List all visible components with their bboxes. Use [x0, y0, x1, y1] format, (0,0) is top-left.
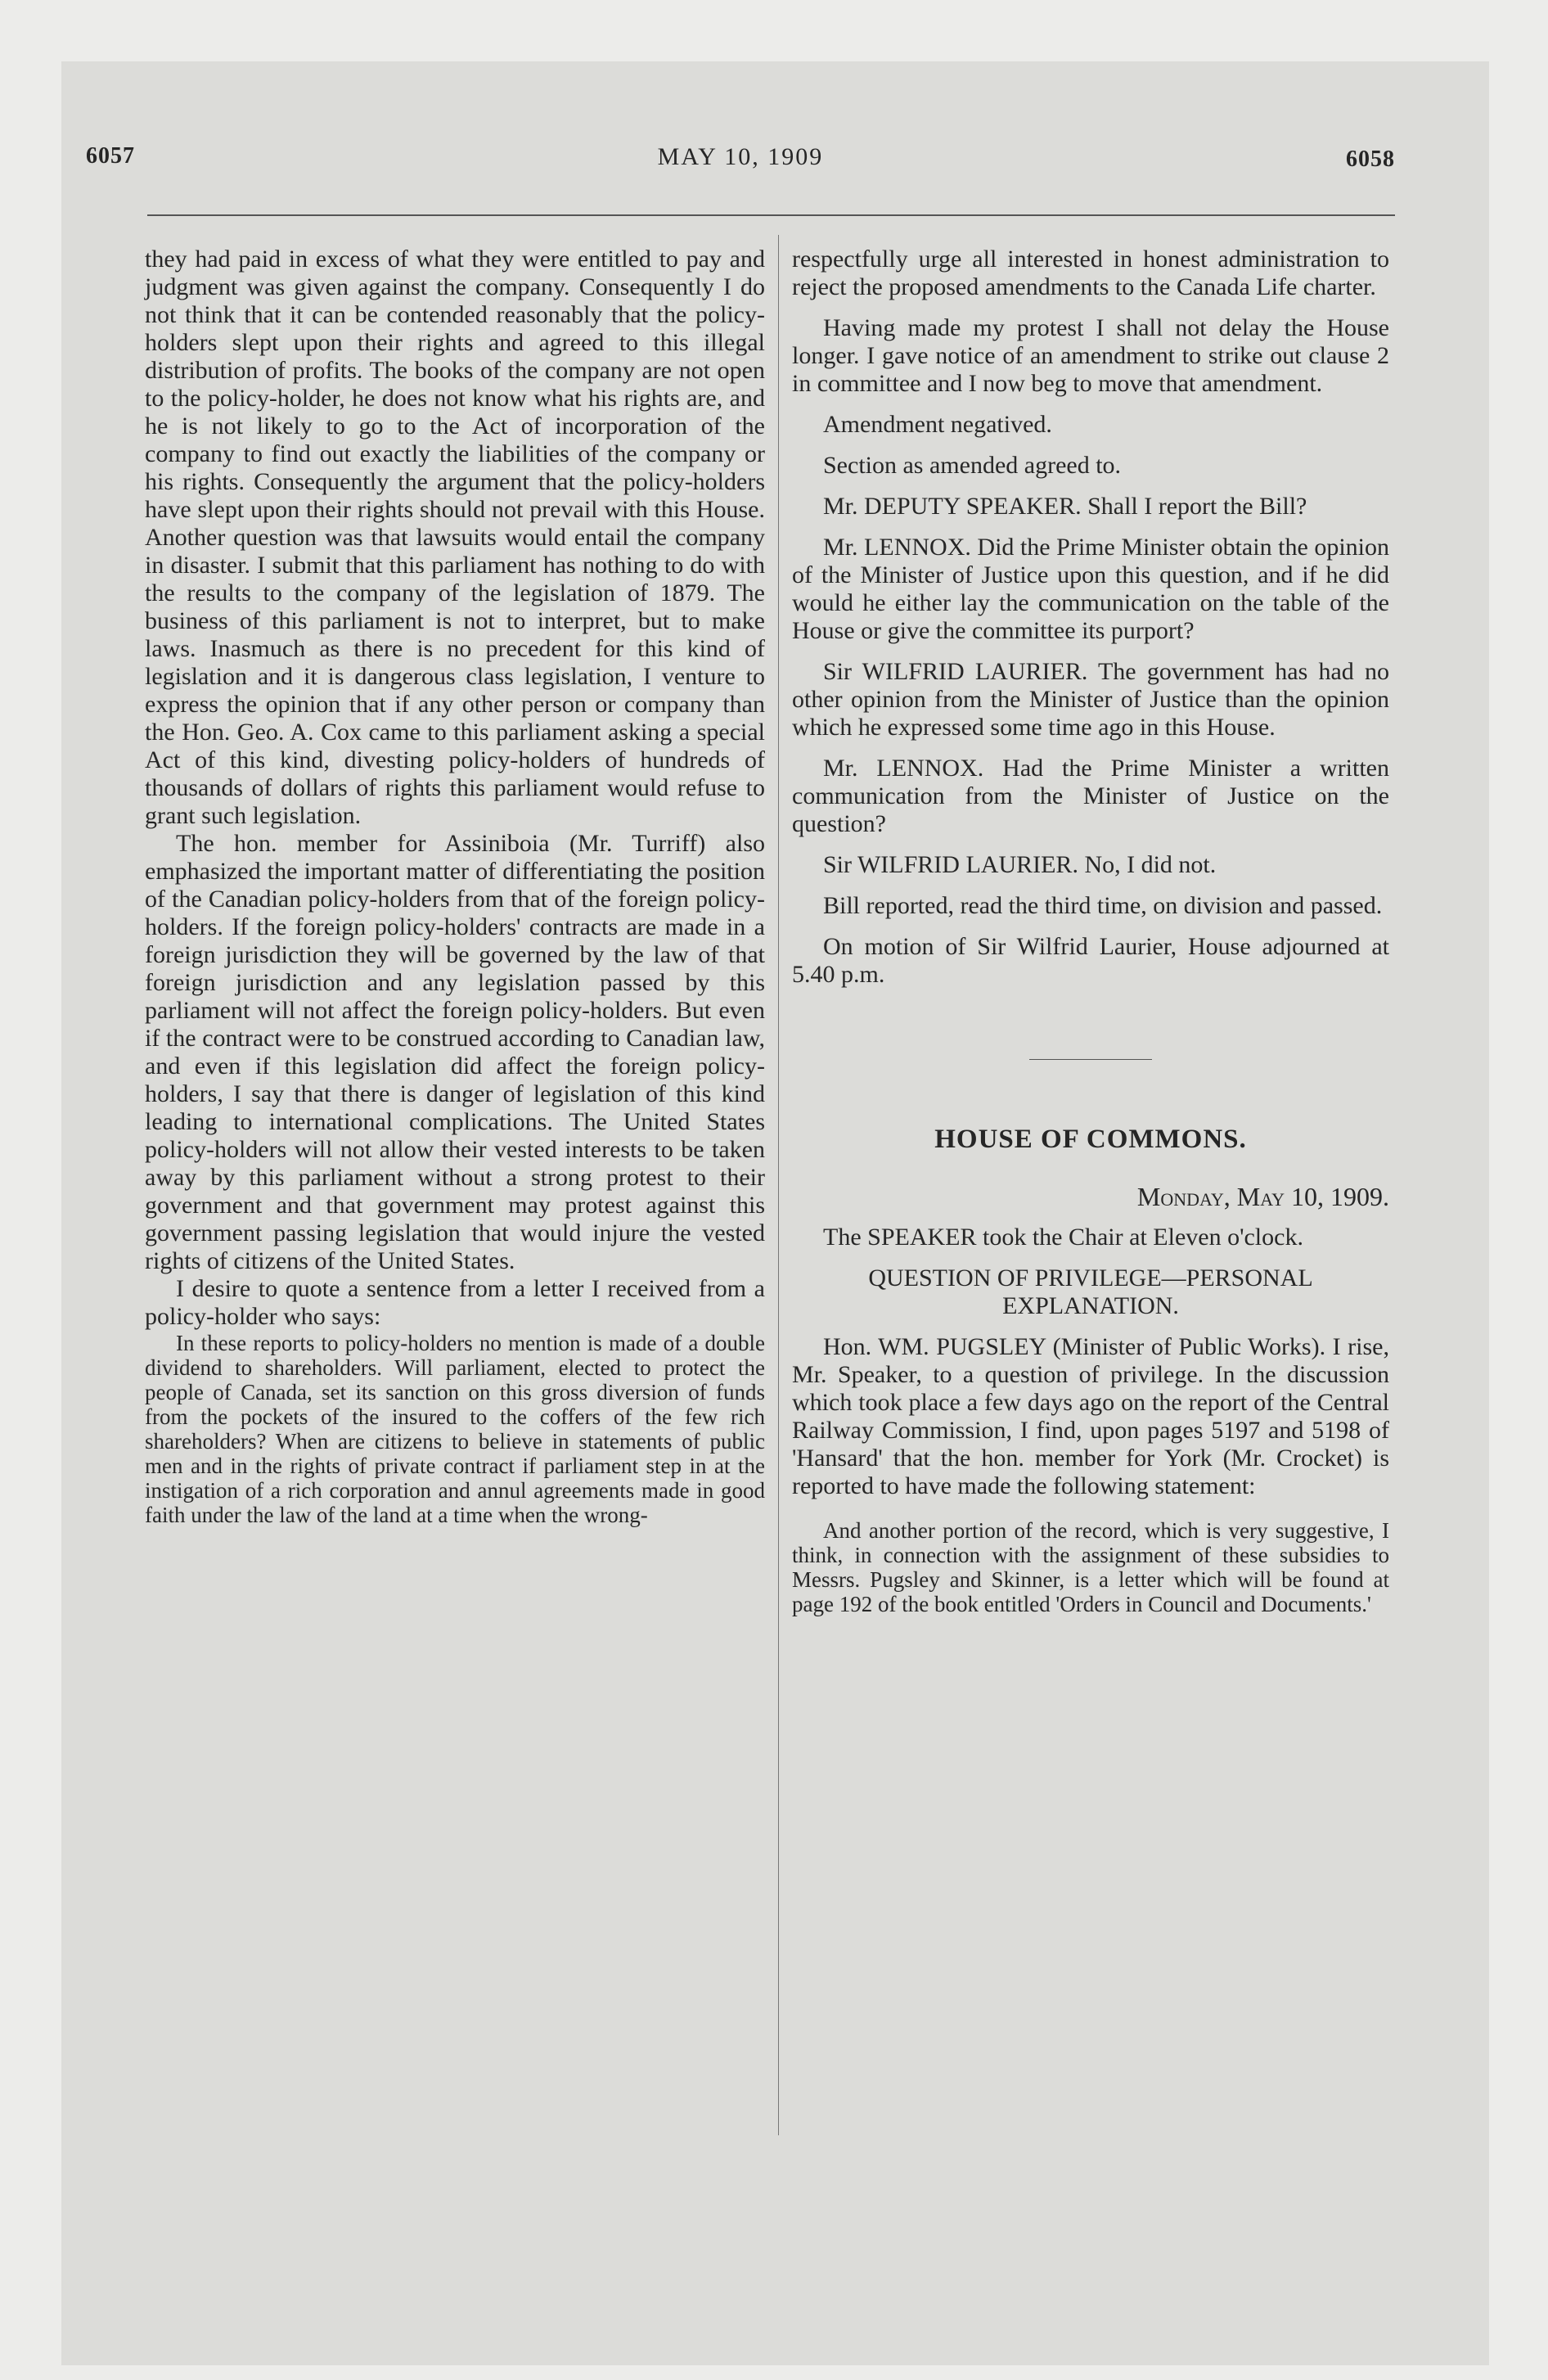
page-header [86, 143, 1395, 176]
column-divider [778, 235, 779, 2135]
block-quote: And another portion of the record, which is very suggestive, I think, in connection with the assignment of these subsidies to Messrs. Pugsley and Skinner, is a letter which will be found at page 192 of the book entitled 'Orders in Council and Documents.' [792, 1518, 1389, 1616]
block-quote: In these reports to policy-holders no mention is made of a double dividend to shareholders. Will parliament, elected to protect the people of Canada, set its sanction on this gross diversion of funds from the pockets of the insured to the coffers of the few rich shareholders? When are citizens to believe in statements of public men and in the rights of private contract if parliament step in at the instigation of a rich corporation and annul agreements made in good faith under the law of the land at a time when the wrong- [145, 1331, 765, 1527]
page-number-right: 6058 [1346, 146, 1395, 172]
paragraph: Mr. DEPUTY SPEAKER. Shall I report the Bill? [823, 493, 1307, 520]
paragraph: Sir WILFRID LAURIER. No, I did not. [823, 851, 1217, 878]
paragraph: On motion of Sir Wilfrid Laurier, House adjourned at 5.40 p.m. [792, 933, 1389, 988]
paragraph: The hon. member for Assiniboia (Mr. Turriff) also emphasized the important matter of differentiating the position of the Canadian policy-holders from that of the foreign policy-holders. If the foreign policy-holders' contracts are made in a foreign jurisdiction they will be governed by the law of that foreign jurisdiction and any legislation passed by this parliament will not affect the foreign policy-holders. But even if the contract were to be construed according to Canadian law, and even if this legislation did affect the foreign policy-holders, I say that there is danger of legislation of this kind leading to international complications. The United States policy-holders will not allow their vested interests to be taken away by this parliament without a strong protest to their government and that government may protest against this government passing legislation that would injure the vested rights of citizens of the United States. [145, 830, 765, 1274]
sitting-date: Monday, May 10, 1909. [1136, 1182, 1389, 1211]
paragraph: Having made my protest I shall not delay the House longer. I gave notice of an amendment to strike out clause 2 in committee and I now beg to move that amendment. [792, 314, 1389, 397]
page-date: MAY 10, 1909 [657, 143, 824, 170]
section-heading: QUESTION OF PRIVILEGE—PERSONAL EXPLANATION. [868, 1264, 1313, 1319]
paragraph: respectfully urge all interested in honest administration to reject the proposed amendments to the Canada Life charter. [792, 246, 1389, 300]
paragraph: Amendment negatived. [823, 411, 1052, 438]
paragraph: I desire to quote a sentence from a letter I received from a policy-holder who says: [145, 1275, 765, 1330]
paragraph: The SPEAKER took the Chair at Eleven o'clock. [823, 1224, 1303, 1251]
house-title: HOUSE OF COMMONS. [934, 1125, 1247, 1154]
page-number-left: 6057 [86, 143, 135, 169]
right-column [792, 246, 1389, 1616]
paragraph: Mr. LENNOX. Had the Prime Minister a written communication from the Minister of Justice on the question? [792, 755, 1389, 837]
left-column [145, 246, 765, 1527]
paragraph: Mr. LENNOX. Did the Prime Minister obtain the opinion of the Minister of Justice upon this question, and if he did would he either lay the communication on the table of the House or give the committee its purport? [792, 534, 1389, 644]
paragraph: Section as amended agreed to. [823, 452, 1122, 479]
paragraph: Bill reported, read the third time, on division and passed. [823, 892, 1383, 919]
section-rule [1029, 1059, 1152, 1060]
paragraph: they had paid in excess of what they were entitled to pay and judgment was given against the company. Consequently I do not think that it can be contended reasonably that the policy-holders slept upon their rights and agreed to this illegal distribution of profits. The books of the company are not open to the policy-holder, he does not know what his rights are, and he is not likely to go to the Act of incorporation of the company to find out exactly the liabilities of the company or his rights. Consequently the argument that the policy-holders have slept upon their rights should not prevail with this House. Another question was that lawsuits would entail the company in disaster. I submit that this parliament has nothing to do with the results to the company of the legislation of 1879. The business of this parliament is not to interpret, but to make laws. Inasmuch as there is no precedent for this kind of legislation and it is dangerous class legislation, I venture to express the opinion that if any other person or company than the Hon. Geo. A. Cox came to this parliament asking a special Act of this kind, divesting policy-holders of hundreds of thousands of dollars of rights this parliament would refuse to grant such legislation. [145, 246, 765, 829]
paragraph: Sir WILFRID LAURIER. The government has had no other opinion from the Minister of Justice than the opinion which he expressed some time ago in this House. [792, 658, 1389, 741]
header-rule [147, 214, 1395, 216]
paragraph: Hon. WM. PUGSLEY (Minister of Public Works). I rise, Mr. Speaker, to a question of privilege. In the discussion which took place a few days ago on the report of the Central Railway Commission, I find, upon pages 5197 and 5198 of 'Hansard' that the hon. member for York (Mr. Crocket) is reported to have made the following statement: [792, 1333, 1389, 1499]
